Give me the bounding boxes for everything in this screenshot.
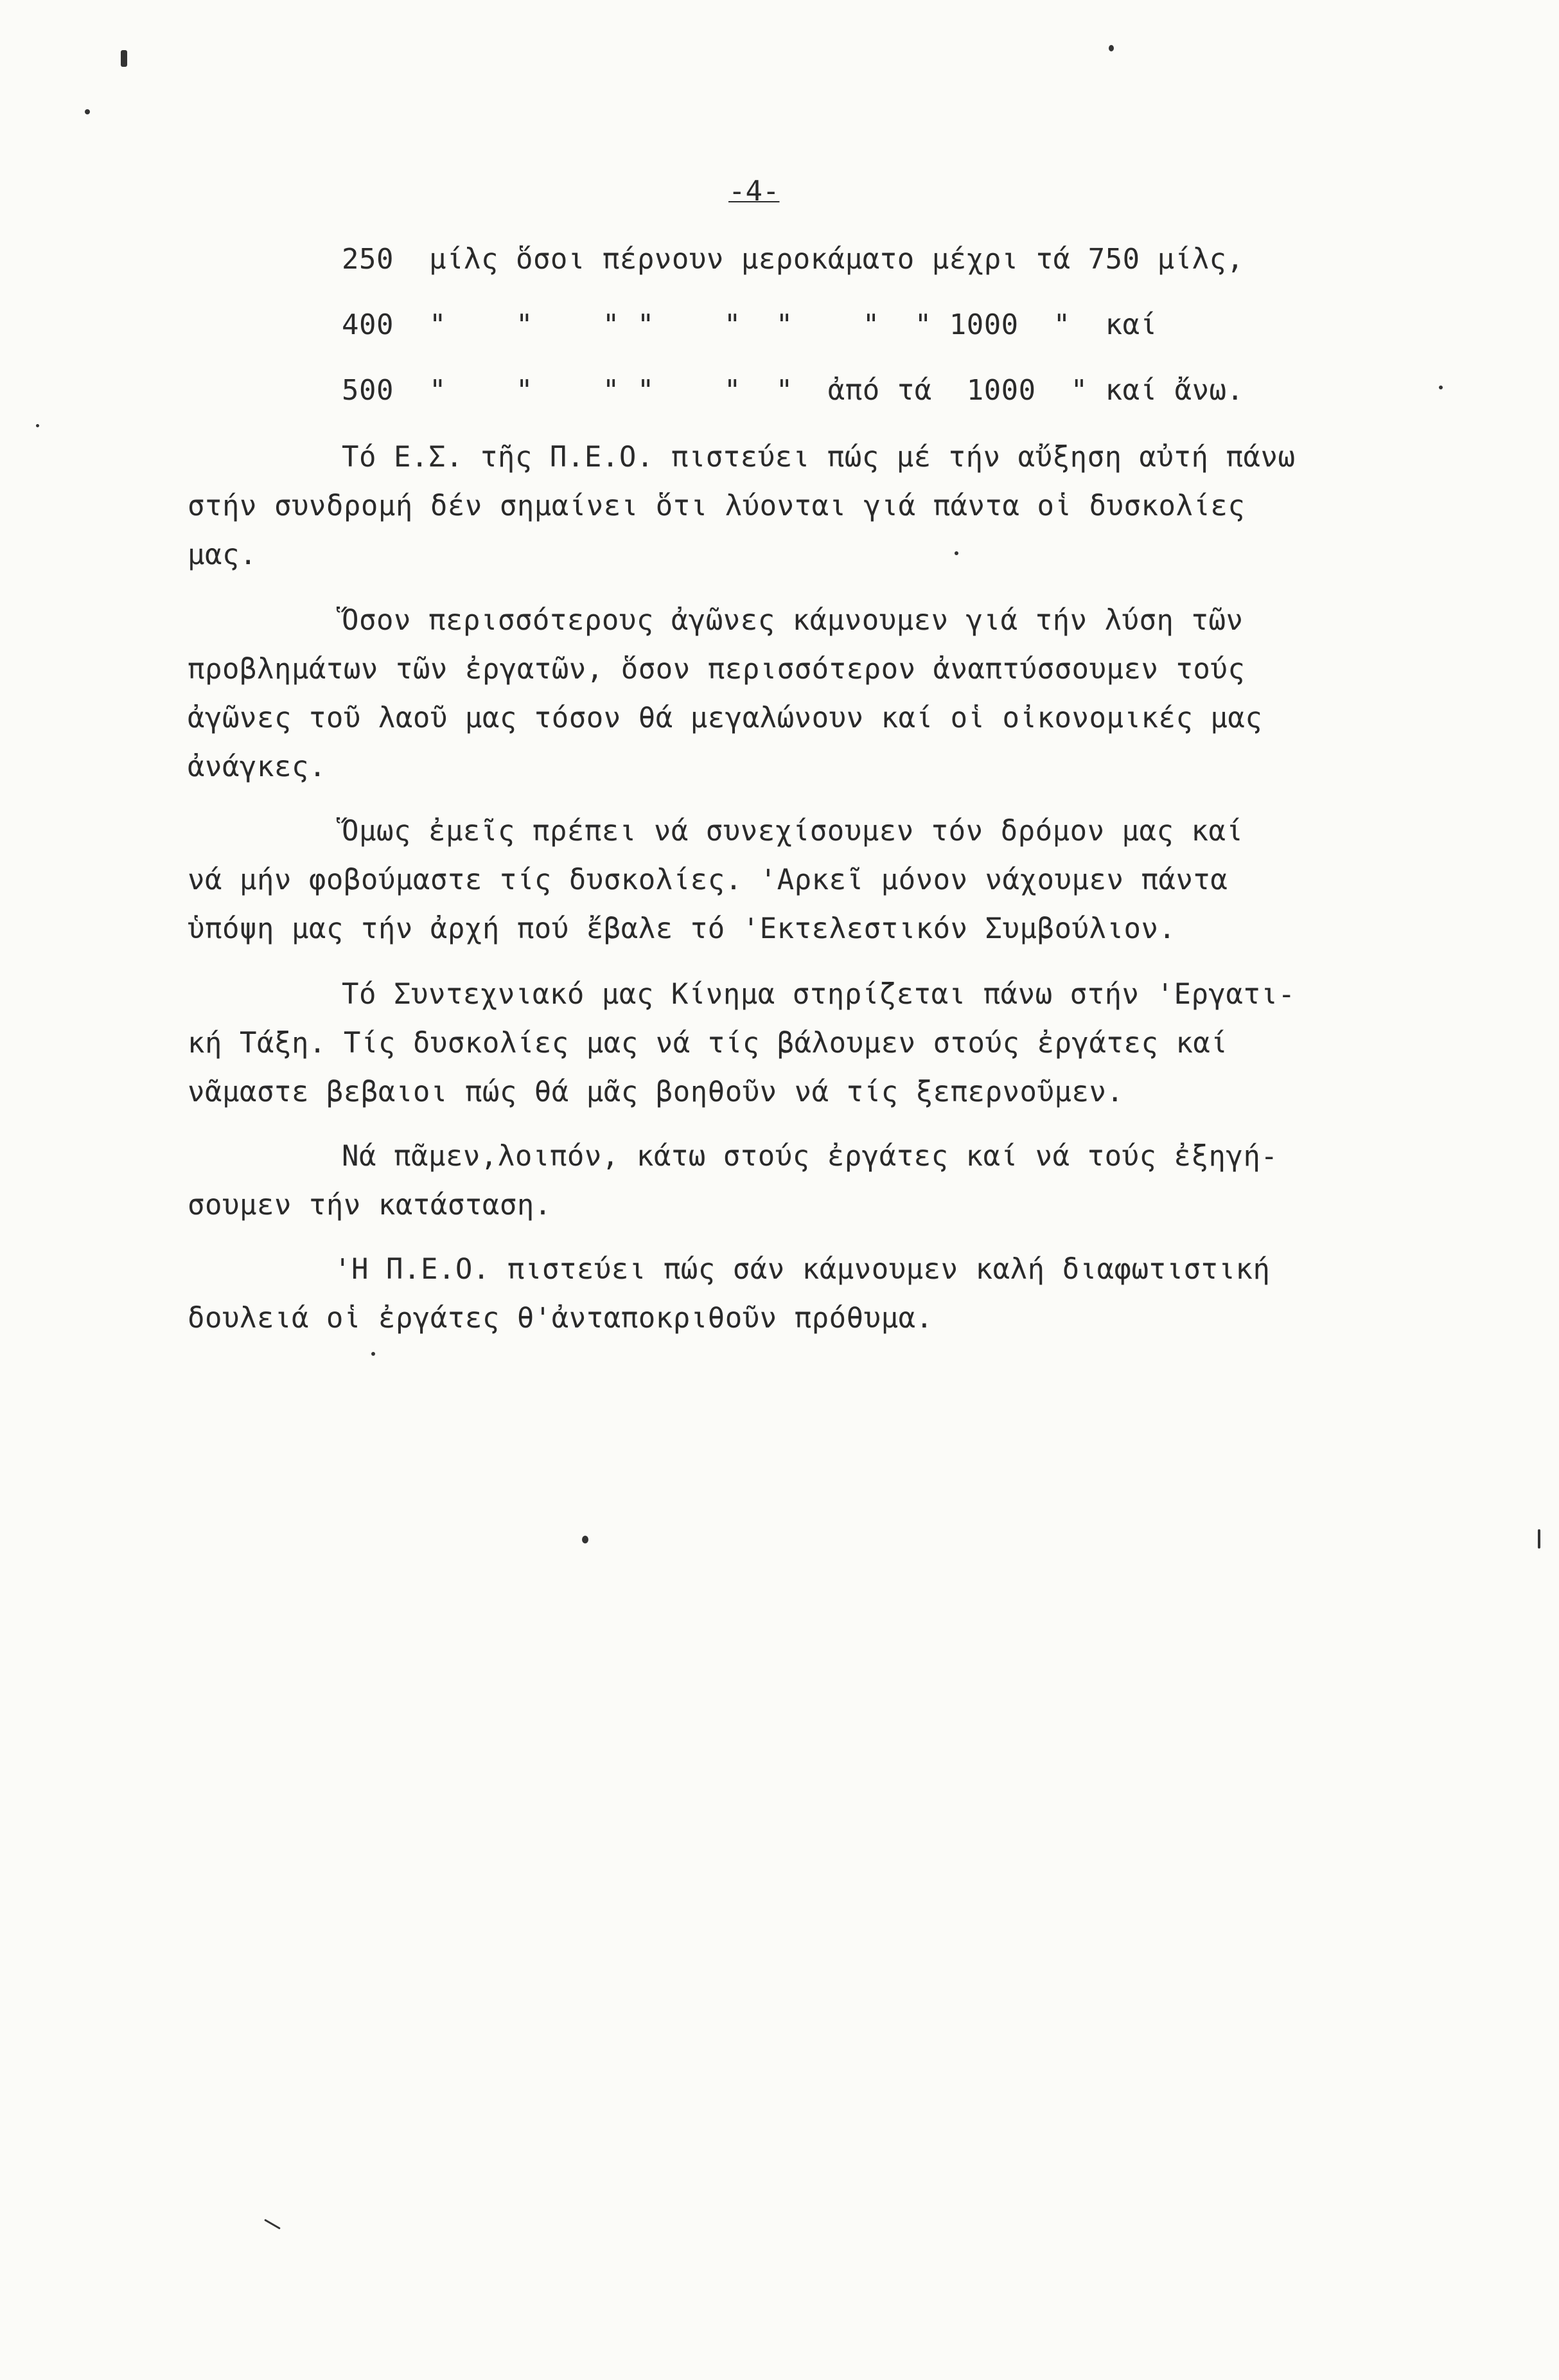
text-line: προβλημάτων τῶν ἐργατῶν, ὅσον περισσότερον ἀναπτύσσουμεν τούς <box>188 653 1246 686</box>
page-number: -4- <box>728 175 780 208</box>
speck <box>582 1536 588 1543</box>
speck <box>36 424 39 427</box>
speck <box>264 2219 281 2230</box>
table-amount: 400 <box>342 308 394 341</box>
text-line: ἀγῶνες τοῦ λαοῦ μας τόσον θά μεγαλώνουν καί οἱ οἰκονομικές μας <box>188 702 1263 734</box>
text-line: Ὅμως ἐμεῖς πρέπει νά συνεχίσουμεν τόν δρόμον μας καί <box>342 815 1244 848</box>
text-line: στήν συνδρομή δέν σημαίνει ὅτι λύονται γιά πάντα οἱ δυσκολίες <box>188 490 1246 522</box>
speck <box>85 109 90 114</box>
text-line: Τό Ε.Σ. τῆς Π.Ε.Ο. πιστεύει πώς μέ τήν αὔξηση αὐτή πάνω <box>342 441 1296 474</box>
table-amount: 500 <box>342 374 394 407</box>
table-text: " " " " " " " " 1000 " καί <box>429 308 1158 341</box>
text-line: ἀνάγκες. <box>188 750 326 783</box>
text-line: νᾶμαστε βεβαιοι πώς θά μᾶς βοηθοῦν νά τίς ξεπερνοῦμεν. <box>188 1076 1124 1108</box>
speck <box>1439 386 1443 389</box>
speck <box>1109 45 1114 51</box>
text-line: νά μήν φοβούμαστε τίς δυσκολίες. 'Αρκεῖ μόνον νάχουμεν πάντα <box>188 864 1228 896</box>
text-line: δουλειά οἱ ἐργάτες θ'ἀνταποκριθοῦν πρόθυμα. <box>188 1302 933 1335</box>
table-text: " " " " " " ἀπό τά 1000 " καί ἄνω. <box>429 374 1244 407</box>
text-line: σουμεν τήν κατάσταση. <box>188 1189 552 1221</box>
text-line: κή Τάξη. Τίς δυσκολίες μας νά τίς βάλουμεν στούς ἐργάτες καί <box>188 1027 1228 1060</box>
text-line: 'Η Π.Ε.Ο. πιστεύει πώς σάν κάμνουμεν καλή διαφωτιστική <box>334 1253 1271 1286</box>
text-line: Νά πᾶμεν,λοιπόν, κάτω στούς ἐργάτες καί νά τούς ἐξηγή- <box>342 1140 1278 1173</box>
table-amount: 250 <box>342 243 394 276</box>
table-text: μίλς ὅσοι πέρνουν μεροκάματο μέχρι τά 750 μίλς, <box>429 243 1244 276</box>
speck <box>1538 1529 1540 1549</box>
text-line: Τό Συντεχνιακό μας Κίνημα στηρίζεται πάνω στήν 'Εργατι- <box>342 978 1296 1011</box>
text-line: μας. <box>188 538 257 571</box>
text-line: Ὅσον περισσότερους ἀγῶνες κάμνουμεν γιά τήν λύση τῶν <box>342 604 1244 637</box>
speck <box>121 50 127 67</box>
speck <box>955 551 958 555</box>
speck <box>371 1352 375 1356</box>
text-line: ὑπόψη μας τήν ἀρχή πού ἔβαλε τό 'Εκτελεστικόν Συμβούλιον. <box>188 912 1176 945</box>
